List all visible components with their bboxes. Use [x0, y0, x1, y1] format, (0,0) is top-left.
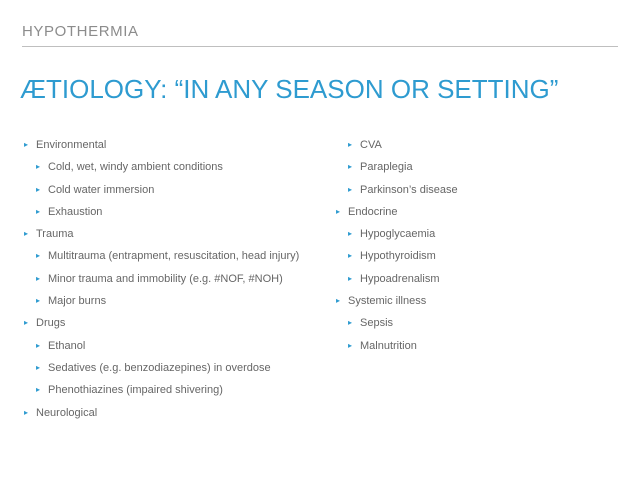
bullet-text: Malnutrition [360, 339, 417, 352]
bullet-marker-icon: ▸ [36, 206, 41, 216]
sub-bullet-item [336, 339, 616, 361]
bullet-text: Neurological [36, 406, 98, 419]
bullet-text: Ethanol [48, 339, 86, 352]
sub-bullet-item [24, 249, 324, 271]
bullet-marker-icon: ▸ [36, 162, 41, 172]
sub-bullet-item [336, 138, 616, 160]
section-header: HYPOTHERMIA [22, 23, 139, 40]
bullet-text: Parkinson’s disease [360, 183, 458, 196]
bullet-marker-icon: ▸ [24, 407, 29, 417]
bullet-marker-icon: ▸ [36, 385, 41, 395]
bullet-marker-icon: ▸ [348, 251, 353, 261]
bullet-item [24, 316, 324, 338]
bullet-text: Multitrauma (entrapment, resuscitation, head injury) [48, 250, 300, 263]
right-bullet-list [336, 138, 616, 361]
sub-bullet-item [24, 339, 324, 361]
sub-bullet-item [24, 205, 324, 227]
sub-bullet-item [336, 249, 616, 271]
left-bullet-list [24, 138, 324, 428]
bullet-marker-icon: ▸ [24, 318, 29, 328]
bullet-text: Drugs [36, 317, 66, 330]
slide-title: ÆTIOLOGY: “IN ANY SEASON OR SETTING” [20, 74, 559, 104]
sub-bullet-item [24, 294, 324, 316]
bullet-marker-icon: ▸ [336, 296, 341, 306]
bullet-item [336, 205, 616, 227]
bullet-text: Environmental [36, 139, 107, 151]
header-divider [22, 46, 618, 47]
bullet-text: Sedatives (e.g. benzodiazepines) in overdose [48, 361, 271, 374]
bullet-marker-icon: ▸ [348, 140, 353, 149]
sub-bullet-item [24, 272, 324, 294]
bullet-item [24, 227, 324, 249]
bullet-text: Hypoglycaemia [360, 228, 436, 241]
bullet-text: Trauma [36, 228, 74, 241]
bullet-text: Sepsis [360, 317, 394, 330]
bullet-marker-icon: ▸ [348, 162, 353, 172]
bullet-marker-icon: ▸ [348, 229, 353, 239]
sub-bullet-item [336, 272, 616, 294]
sub-bullet-item [336, 183, 616, 205]
sub-bullet-item [24, 183, 324, 205]
bullet-text: CVA [360, 139, 382, 151]
sub-bullet-item [336, 227, 616, 249]
bullet-text: Exhaustion [48, 205, 103, 218]
sub-bullet-item [24, 361, 324, 383]
bullet-text: Hypoadrenalism [360, 272, 440, 285]
bullet-text: Major burns [48, 295, 107, 308]
bullet-marker-icon: ▸ [24, 229, 29, 239]
bullet-marker-icon: ▸ [348, 273, 353, 283]
bullet-marker-icon: ▸ [24, 140, 29, 149]
bullet-text: Paraplegia [360, 161, 413, 174]
sub-bullet-item [24, 160, 324, 182]
bullet-text: Cold, wet, windy ambient conditions [48, 161, 223, 174]
bullet-marker-icon: ▸ [36, 296, 41, 306]
bullet-text: Endocrine [348, 205, 398, 218]
bullet-marker-icon: ▸ [36, 273, 41, 283]
bullet-marker-icon: ▸ [36, 251, 41, 261]
bullet-item [336, 294, 616, 316]
bullet-marker-icon: ▸ [36, 340, 41, 350]
bullet-marker-icon: ▸ [36, 362, 41, 372]
bullet-item [24, 138, 324, 160]
bullet-text: Systemic illness [348, 295, 427, 308]
bullet-text: Phenothiazines (impaired shivering) [48, 384, 223, 397]
bullet-item [24, 406, 324, 428]
bullet-marker-icon: ▸ [336, 206, 341, 216]
sub-bullet-item [24, 383, 324, 405]
sub-bullet-item [336, 160, 616, 182]
bullet-marker-icon: ▸ [36, 184, 41, 194]
bullet-text: Minor trauma and immobility (e.g. #NOF, #NOH) [48, 272, 283, 285]
bullet-marker-icon: ▸ [348, 184, 353, 194]
sub-bullet-item [336, 316, 616, 338]
bullet-text: Hypothyroidism [360, 250, 436, 263]
bullet-marker-icon: ▸ [348, 318, 353, 328]
bullet-marker-icon: ▸ [348, 340, 353, 350]
bullet-text: Cold water immersion [48, 183, 155, 196]
